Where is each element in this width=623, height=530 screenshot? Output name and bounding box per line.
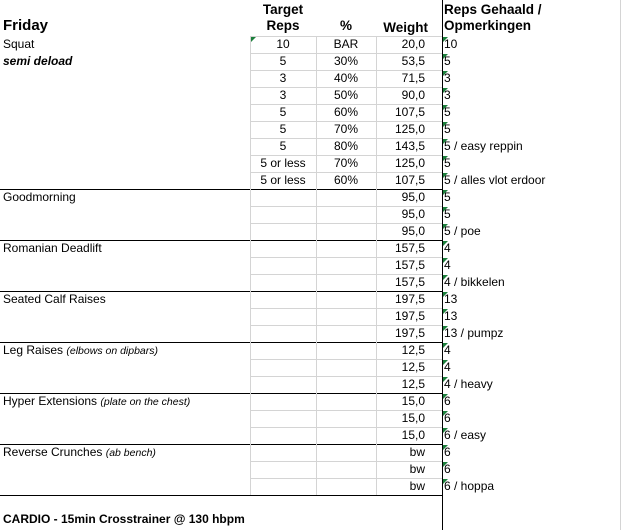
weight-cell: 12,5	[401, 360, 425, 374]
weight-cell: 95,0	[401, 207, 425, 221]
comment-indicator-icon	[443, 139, 448, 144]
weight-cell: 157,5	[394, 241, 425, 255]
reps-column-border	[442, 0, 443, 530]
reps-cell: 5 / easy reppin	[444, 139, 523, 153]
target-reps-cell: 5	[279, 105, 287, 119]
exercise-name	[3, 444, 156, 461]
exercise-label: Goodmorning	[3, 190, 76, 204]
reps-cell: 3	[444, 88, 451, 102]
reps-cell: 4	[444, 360, 451, 374]
weight-cell: 53,5	[401, 54, 425, 68]
percent-cell: 70%	[333, 122, 359, 136]
percent-cell: 30%	[333, 54, 359, 68]
percent-cell: 70%	[333, 156, 359, 170]
reps-cell: 5 / alles vlot erdoor	[444, 173, 546, 187]
target-reps-cell: 5 or less	[260, 156, 306, 170]
comment-indicator-icon	[443, 105, 448, 110]
target-reps-cell: 5	[279, 54, 287, 68]
reps-cell: 13	[444, 292, 458, 306]
weight-cell: 12,5	[401, 343, 425, 357]
weight-cell: 20,0	[401, 37, 425, 51]
weight-cell: 71,5	[401, 71, 425, 85]
header-weight: Weight	[383, 20, 428, 35]
reps-cell: 5	[444, 122, 451, 136]
comment-indicator-icon	[251, 37, 256, 42]
comment-indicator-icon	[443, 394, 448, 399]
weight-cell: 157,5	[394, 258, 425, 272]
reps-cell: 4 / heavy	[444, 377, 493, 391]
weight-cell: bw	[409, 445, 425, 459]
header-reps-1: Reps Gehaald /	[444, 2, 542, 17]
weight-cell: 15,0	[401, 411, 425, 425]
exercise-label: Squat	[3, 37, 35, 51]
weight-cell: 90,0	[401, 88, 425, 102]
reps-cell: 5	[444, 105, 451, 119]
comment-indicator-icon	[443, 360, 448, 365]
exercise-name	[3, 291, 106, 308]
comment-indicator-icon	[443, 275, 448, 280]
right-edge-line	[620, 0, 621, 530]
footer-cardio: CARDIO - 15min Crosstrainer @ 130 hbpm	[3, 512, 245, 526]
percent-cell: 60%	[333, 173, 359, 187]
reps-cell: 5	[444, 54, 451, 68]
reps-cell: 6	[444, 411, 451, 425]
section-divider	[0, 495, 442, 496]
comment-indicator-icon	[443, 479, 448, 484]
exercise-label: semi deload	[3, 54, 73, 68]
comment-indicator-icon	[443, 54, 448, 59]
comment-indicator-icon	[443, 326, 448, 331]
comment-indicator-icon	[443, 173, 448, 178]
comment-indicator-icon	[443, 411, 448, 416]
exercise-name	[3, 342, 158, 359]
comment-indicator-icon	[443, 428, 448, 433]
header-day: Friday	[3, 17, 49, 34]
reps-cell: 10	[444, 37, 458, 51]
header-target-reps-1: Target	[262, 2, 304, 17]
target-reps-cell: 10	[276, 37, 290, 51]
comment-indicator-icon	[443, 462, 448, 467]
exercise-name	[3, 189, 76, 206]
weight-cell: 125,0	[394, 122, 425, 136]
comment-indicator-icon	[443, 88, 448, 93]
comment-indicator-icon	[443, 71, 448, 76]
exercise-name	[3, 36, 34, 53]
percent-cell: 40%	[333, 71, 359, 85]
reps-cell: 4	[444, 343, 451, 357]
weight-cell: 157,5	[394, 275, 425, 289]
comment-indicator-icon	[443, 37, 448, 42]
comment-indicator-icon	[443, 190, 448, 195]
exercise-name	[3, 393, 190, 410]
header-percent: %	[339, 18, 352, 33]
target-reps-cell: 5	[279, 122, 287, 136]
reps-cell: 6 / easy	[444, 428, 487, 442]
target-reps-cell: 5	[279, 139, 287, 153]
reps-cell: 13	[444, 309, 458, 323]
comment-indicator-icon	[443, 377, 448, 382]
reps-cell: 6	[444, 445, 451, 459]
reps-cell: 4 / bikkelen	[444, 275, 505, 289]
comment-indicator-icon	[443, 445, 448, 450]
reps-cell: 4	[444, 241, 451, 255]
weight-cell: 15,0	[401, 428, 425, 442]
comment-indicator-icon	[443, 309, 448, 314]
weight-cell: 107,5	[394, 173, 425, 187]
exercise-label: Romanian Deadlift	[3, 241, 102, 255]
weight-cell: 15,0	[401, 394, 425, 408]
reps-cell: 6 / hoppa	[444, 479, 495, 493]
exercise-label: Seated Calf Raises	[3, 292, 106, 306]
exercise-note: (plate on the chest)	[100, 396, 191, 408]
weight-cell: 12,5	[401, 377, 425, 391]
comment-indicator-icon	[443, 292, 448, 297]
percent-cell: BAR	[333, 37, 359, 51]
comment-indicator-icon	[443, 343, 448, 348]
weight-cell: 125,0	[394, 156, 425, 170]
percent-cell: 60%	[333, 105, 359, 119]
reps-cell: 6	[444, 462, 451, 476]
header-target-reps-2: Reps	[266, 18, 300, 33]
weight-cell: 95,0	[401, 224, 425, 238]
exercise-note: (elbows on dipbars)	[66, 345, 159, 357]
exercise-label: Hyper Extensions	[3, 394, 98, 408]
exercise-label: Leg Raises	[3, 343, 64, 357]
weight-cell: bw	[409, 462, 425, 476]
exercise-label: Reverse Crunches	[3, 445, 103, 459]
reps-cell: 4	[444, 258, 451, 272]
exercise-name	[3, 53, 72, 70]
reps-cell: 5 / poe	[444, 224, 481, 238]
weight-cell: bw	[409, 479, 425, 493]
percent-cell: 80%	[333, 139, 359, 153]
exercise-name	[3, 240, 102, 257]
reps-cell: 6	[444, 394, 451, 408]
weight-cell: 197,5	[394, 326, 425, 340]
reps-cell: 5	[444, 156, 451, 170]
weight-cell: 95,0	[401, 190, 425, 204]
exercise-note: (ab bench)	[105, 447, 156, 459]
reps-cell: 13 / pumpz	[444, 326, 504, 340]
target-reps-cell: 3	[279, 88, 287, 102]
weight-cell: 197,5	[394, 292, 425, 306]
reps-cell: 3	[444, 71, 451, 85]
comment-indicator-icon	[443, 241, 448, 246]
weight-cell: 107,5	[394, 105, 425, 119]
comment-indicator-icon	[443, 156, 448, 161]
comment-indicator-icon	[443, 207, 448, 212]
weight-cell: 143,5	[394, 139, 425, 153]
target-reps-cell: 3	[279, 71, 287, 85]
percent-cell: 50%	[333, 88, 359, 102]
header-reps-2: Opmerkingen	[444, 18, 532, 33]
comment-indicator-icon	[443, 258, 448, 263]
comment-indicator-icon	[443, 224, 448, 229]
reps-cell: 5	[444, 190, 451, 204]
comment-indicator-icon	[443, 122, 448, 127]
weight-cell: 197,5	[394, 309, 425, 323]
reps-cell: 5	[444, 207, 451, 221]
target-reps-cell: 5 or less	[260, 173, 306, 187]
